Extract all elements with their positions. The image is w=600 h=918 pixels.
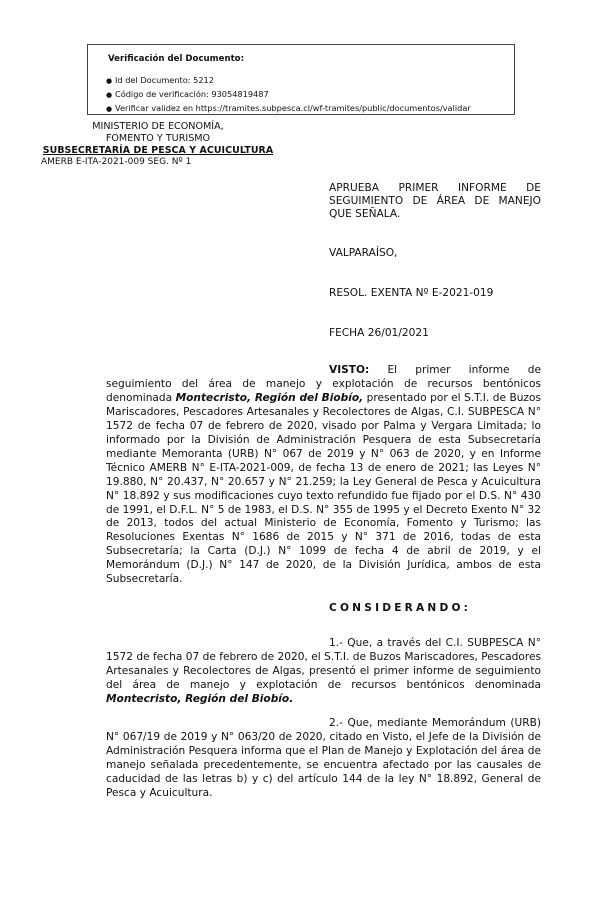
resolution-date: FECHA 26/01/2021	[329, 327, 429, 339]
subsecretaria-name: SUBSECRETARÍA DE PESCA Y ACUICULTURA	[42, 145, 274, 156]
list-item: ● Id del Documento: 5212	[106, 74, 471, 88]
list-item: ● Código de verificación: 93054819487	[106, 88, 471, 102]
resolution-number: RESOL. EXENTA Nº E-2021-019	[329, 287, 494, 299]
bullet-icon: ●	[106, 105, 113, 113]
area-name: Montecristo, Región del Biobío.	[106, 692, 294, 705]
bullet-icon: ●	[106, 91, 113, 99]
considerando-paragraph-2: 2.- Que, mediante Memorándum (URB) N° 067/19 de 2019 y N° 063/20 de 2020, citado en Visto, el Jefe de la División de Administración Pesquera informa que el Plan de Manejo y Explotación del área de manejo señalada precedentemente, se encuentra afectado por las causales de caducidad de las letras b) y c) del artículo 144 de la ley N° 18.892, General de Pesca y Acuicultura.	[106, 717, 541, 799]
considerando-paragraph-1: 1.- Que, a través del C.I. SUBPESCA N° 1572 de fecha 07 de febrero de 2020, el S.T.I. de Buzos Mariscadores, Pescadores Artesanales y Recolectores de Algas, presentó el primer informe de seguimiento del área de manejo y explotación de recursos bentónicos denominada Montecristo, Región del Biobío.	[106, 637, 541, 705]
resolution-subject: APRUEBA PRIMER INFORME DE SEGUIMIENTO DE ÁREA DE MANEJO QUE SEÑALA.	[329, 182, 541, 220]
reference-code: AMERB E-ITA-2021-009 SEG. Nº 1	[41, 157, 192, 167]
verification-list	[106, 74, 471, 116]
ministry-name-line1: MINISTERIO DE ECONOMÍA,	[92, 121, 224, 132]
list-item	[106, 102, 471, 116]
city-name: VALPARAÍSO,	[329, 247, 398, 259]
considerando-heading: CONSIDERANDO:	[329, 602, 472, 614]
verification-box	[87, 44, 515, 115]
document-header	[33, 121, 283, 168]
verification-link[interactable]: Verificar validez en https://tramites.subpesca.cl/wf-tramites/public/documentos/validar	[115, 103, 471, 113]
verification-title: Verificación del Documento:	[108, 54, 245, 64]
visto-label: VISTO:	[329, 364, 370, 376]
visto-paragraph: VISTO: El primer informe de seguimiento del área de manejo y explotación de recursos bentónicos denominada Montecristo, Región del Biobío, presentado por el S.T.I. de Buzos Mariscadores, Pescadores Artesanales y Recolectores de Algas, C.I. SUBPESCA N° 1572 de fecha 07 de febrero de 2020, visado por Palma y Vergara Limitada; lo informado por la División de Administración Pesquera de esta Subsecretaría mediante Memoranta (URB) N° 067 de 2019 y N° 063 de 2020, y en Informe Técnico AMERB N° E-ITA-2021-009, de fecha 13 de enero de 2021; las Leyes N° 19.880, N° 20.437, N° 20.657 y N° 21.259; la Ley General de Pesca y Acuicultura N° 18.892 y sus modificaciones cuyo texto refundido fue fijado por el D.S. N° 430 de 1991, el D.F.L. N° 5 de 1983, el D.S. N° 355 de 1995 y el Decreto Exento N° 32 de 2013, todos del actual Ministerio de Economía, Fomento y Turismo; las Resoluciones Exentas N° 1686 de 2015 y N° 371 de 2016, todas de esta Subsecretaría; la Carta (D.J.) N° 1099 de fecha 4 de abril de 2019, y el Memorándum (D.J.) N° 147 de 2020, de la División Jurídica, ambos de esta Subsecretaría.	[106, 364, 541, 586]
bullet-icon: ●	[106, 77, 113, 85]
area-name: Montecristo, Región del Biobío,	[175, 391, 364, 404]
ministry-name-line2: FOMENTO Y TURISMO	[105, 133, 211, 144]
